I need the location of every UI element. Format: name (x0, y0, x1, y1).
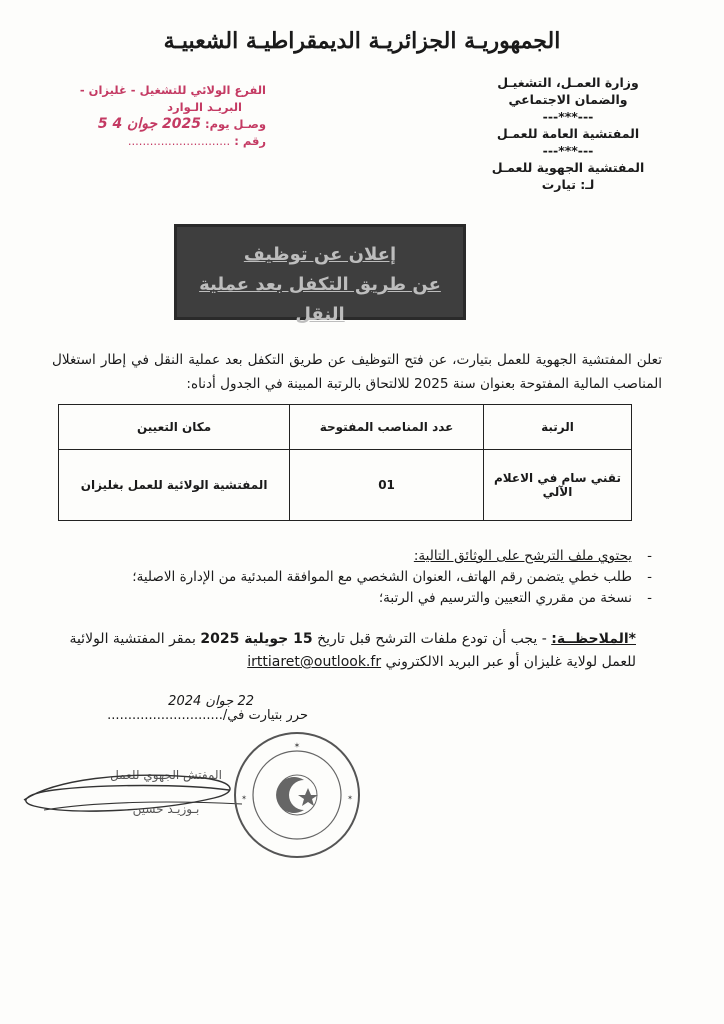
ministry-separator: ---***--- (542, 109, 594, 124)
col-header-open-posts: عدد المناصب المفتوحة (290, 405, 484, 450)
ministry-line: والضمان الاجتماعي (508, 92, 628, 107)
intro-paragraph: تعلن المفتشية الجهوية للعمل بتيارت، عن فتح التوظيف عن طريق التكفل بعد عملية النقل في إطار استغلال المناصب المالية المفتوحة بعنوان سنة 2025 للالتحاق بالرتبة المبينة في الجدول أدناه: (52, 352, 662, 392)
col-header-location: مكان التعيين (59, 405, 290, 450)
announcement-title-box (174, 224, 466, 325)
ministry-line: المفتشية العامة للعمـل (496, 126, 640, 141)
stamp-number-dots: ............................ (127, 134, 231, 148)
contact-email[interactable]: irttiaret@outlook.fr (247, 654, 382, 670)
table-header-row (59, 405, 632, 450)
positions-table (58, 404, 632, 521)
svg-text:✶: ✶ (241, 794, 247, 802)
list-item: - نسخة من مقرري التعيين والترسيم في الرتبة؛ (72, 588, 632, 609)
cell-open-posts: 01 (290, 450, 484, 521)
stamp-branch: الفرع الولائي للتشغيل - غليزان - (79, 83, 266, 97)
republic-heading: الجمهوريـة الجزائريـة الديمقراطيـة الشعبيـة (163, 28, 561, 54)
documents-heading (72, 546, 632, 567)
signer-title: المفتش الجهوي للعمل (110, 768, 222, 782)
list-item: - طلب خطي يتضمن رقم الهاتف، العنوان الشخصي مع الموافقة المبدئية من الإدارة الاصلية؛ (72, 567, 632, 588)
svg-text:✶: ✶ (293, 741, 301, 750)
table-row (59, 450, 632, 521)
done-at-line: حرر بتيارت في/............................ (107, 708, 308, 723)
note-text-after: بمقر المفتشية الولائية للعمل لولاية غليزان أو عبر البريد الالكتروني (69, 631, 636, 670)
documents-heading-text: يحتوي ملف الترشح على الوثائق التالية: (413, 548, 632, 564)
note-deadline: 15 جويلية 2025 (200, 631, 313, 647)
documents-section (72, 546, 632, 609)
ministry-line: وزارة العمـل، التشغيـل (497, 75, 639, 90)
stamp-number-row (66, 133, 266, 150)
ministry-line: المفتشية الجهوية للعمـل (491, 160, 645, 175)
stamp-arrived-row (66, 116, 266, 133)
ministry-separator: ---***--- (542, 143, 594, 158)
note-paragraph (56, 628, 636, 674)
handwritten-signature (14, 760, 244, 820)
col-header-grade: الرتبة (483, 405, 631, 450)
handwritten-date: 22 جوان 2024 (168, 694, 254, 709)
stamp-incoming-mail: البريـد الـوارد (167, 100, 242, 114)
stamp-arrived-label: وصـل يوم: (204, 117, 266, 131)
svg-text:✶: ✶ (347, 794, 353, 802)
signer-name: بـوزيـد حسين (132, 802, 200, 816)
title-line-1: إعلان عن توظيف (243, 244, 397, 265)
cell-location: المفتشية الولائية للعمل بغليزان (59, 450, 290, 521)
ministry-line: لـ: تيارت (541, 177, 595, 192)
title-line-2: عن طريق التكفل بعد عملية النقل (199, 274, 441, 325)
cell-grade: تقني سام في الاعلام الآلي (483, 450, 631, 521)
official-seal (232, 730, 362, 860)
note-label: *الملاحظــة: (551, 631, 636, 647)
done-at-block (108, 694, 308, 723)
reception-stamp (66, 82, 266, 150)
stamp-arrived-date: 2025 جوان 4 5 (97, 116, 201, 132)
note-text-before: - يجب أن تودع ملفات الترشح قبل تاريخ (312, 631, 552, 647)
stamp-number-label: رقم : (234, 134, 266, 148)
ministry-block (468, 74, 668, 193)
